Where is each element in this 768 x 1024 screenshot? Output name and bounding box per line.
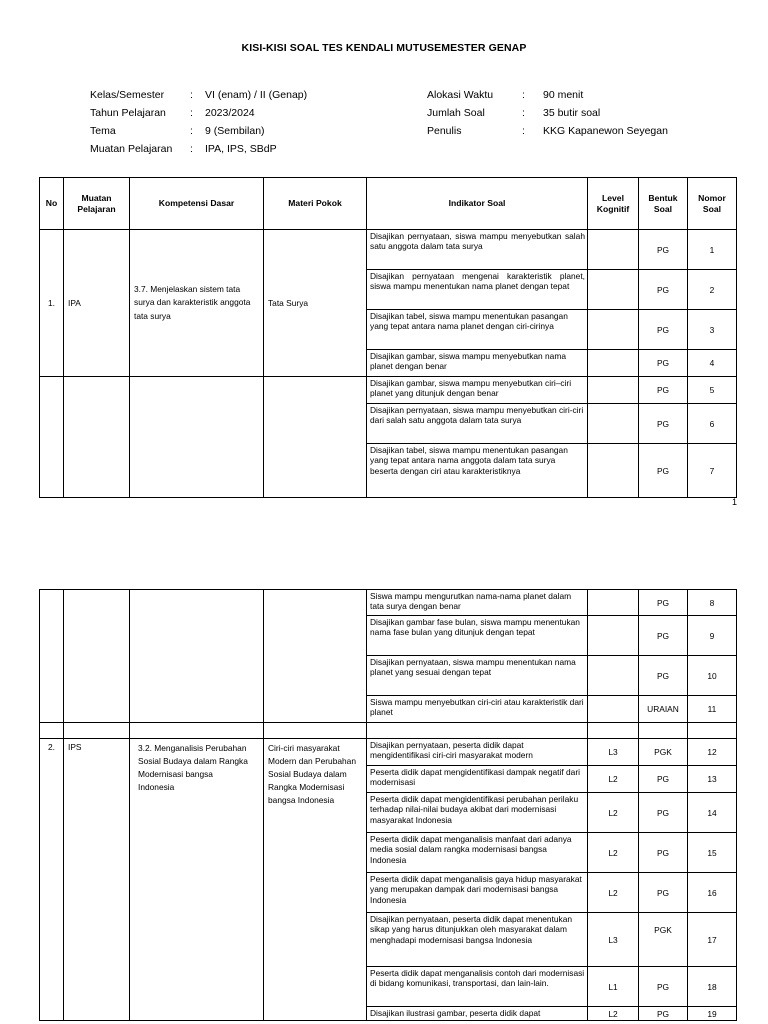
spacer-cell bbox=[639, 723, 688, 739]
table-header-row bbox=[40, 178, 737, 230]
header-no: No bbox=[40, 178, 64, 230]
cell-bentuk: PGK bbox=[639, 913, 688, 967]
cell-indikator: Peserta didik dapat menganalisis contoh dari modernisasi di bidang komunikasi, transportasi, dan lain-lain. bbox=[367, 967, 588, 1007]
cell-bentuk: PGK bbox=[639, 739, 688, 766]
cell-indikator: Disajikan gambar, siswa mampu menyebutkan nama planet dengan benar bbox=[367, 350, 588, 377]
cell-indikator: Disajikan ilustrasi gambar, peserta didik dapat bbox=[367, 1007, 588, 1021]
cell-bentuk: PG bbox=[639, 310, 688, 350]
cell-kd-empty bbox=[130, 377, 264, 498]
meta-label: Alokasi Waktu bbox=[427, 89, 494, 101]
cell-nomor: 10 bbox=[688, 656, 737, 696]
cell-indikator: Disajikan gambar fase bulan, siswa mampu menentukan nama fase bulan yang ditunjuk dengan tepat bbox=[367, 616, 588, 656]
cell-indikator: Disajikan pernyataan, peserta didik dapat menentukan sikap yang harus ditunjukkan oleh masyarakat dalam menghadapi modernisasi bangsa Indonesia bbox=[367, 913, 588, 967]
cell-bentuk: PG bbox=[639, 404, 688, 444]
cell-indikator: Disajikan pernyataan, siswa mampu menyebutkan ciri-ciri dari salah satu anggota dalam tata surya bbox=[367, 404, 588, 444]
cell-muatan-empty bbox=[64, 377, 130, 498]
cell-bentuk: PG bbox=[639, 444, 688, 498]
meta-separator: : bbox=[190, 89, 193, 101]
cell-materi-empty bbox=[264, 590, 367, 723]
cell-bentuk: PG bbox=[639, 616, 688, 656]
cell-level bbox=[588, 270, 639, 310]
table-row bbox=[40, 739, 737, 766]
cell-indikator: Siswa mampu menyebutkan ciri-ciri atau karakteristik dari planet bbox=[367, 696, 588, 723]
meta-separator: : bbox=[522, 89, 525, 101]
cell-bentuk: PG bbox=[639, 873, 688, 913]
meta-left-block bbox=[90, 86, 307, 158]
cell-muatan-empty bbox=[64, 590, 130, 723]
spacer-cell bbox=[40, 723, 64, 739]
cell-bentuk: PG bbox=[639, 350, 688, 377]
table-row bbox=[40, 230, 737, 270]
cell-nomor: 13 bbox=[688, 766, 737, 793]
header-muatan: Muatan Pelajaran bbox=[64, 178, 130, 230]
cell-bentuk: PG bbox=[639, 833, 688, 873]
header-bentuk: Bentuk Soal bbox=[639, 178, 688, 230]
meta-value: 35 butir soal bbox=[543, 107, 601, 119]
cell-bentuk: PG bbox=[639, 590, 688, 616]
cell-indikator: Siswa mampu mengurutkan nama-nama planet dalam tata surya dengan benar bbox=[367, 590, 588, 616]
header-nomor: Nomor Soal bbox=[688, 178, 737, 230]
cell-bentuk: PG bbox=[639, 1007, 688, 1021]
meta-separator: : bbox=[190, 125, 193, 137]
meta-row-penulis bbox=[427, 122, 668, 140]
cell-indikator: Disajikan pernyataan, peserta didik dapat mengidentifikasi ciri-ciri masyarakat modern bbox=[367, 739, 588, 766]
cell-level bbox=[588, 230, 639, 270]
meta-row-muatan bbox=[90, 140, 307, 158]
meta-value: VI (enam) / II (Genap) bbox=[205, 89, 308, 101]
cell-indikator: Peserta didik dapat mengidentifikasi perubahan perilaku terhadap nilai-nilai budaya akibat dari modernisasi masyarakat Indonesia bbox=[367, 793, 588, 833]
cell-bentuk: PG bbox=[639, 967, 688, 1007]
cell-nomor: 9 bbox=[688, 616, 737, 656]
cell-materi: Tata Surya bbox=[264, 230, 367, 377]
meta-row-tahun bbox=[90, 104, 307, 122]
cell-indikator: Disajikan pernyataan mengenai karakteristik planet, siswa mampu menentukan nama planet dengan tepat bbox=[367, 270, 588, 310]
cell-nomor: 15 bbox=[688, 833, 737, 873]
cell-nomor: 6 bbox=[688, 404, 737, 444]
spacer-cell bbox=[64, 723, 130, 739]
table-row bbox=[40, 377, 737, 404]
cell-bentuk: PG bbox=[639, 377, 688, 404]
cell-no: 1. bbox=[40, 230, 64, 377]
meta-separator: : bbox=[190, 107, 193, 119]
cell-bentuk: PG bbox=[639, 270, 688, 310]
meta-value: 90 menit bbox=[543, 89, 584, 101]
cell-materi: Ciri-ciri masyarakat Modern dan Perubahan Sosial Budaya dalam Rangka Modernisasi bangsa Indonesia bbox=[264, 739, 367, 1021]
meta-label: Muatan Pelajaran bbox=[90, 143, 173, 155]
cell-bentuk: PG bbox=[639, 656, 688, 696]
cell-nomor: 16 bbox=[688, 873, 737, 913]
cell-level: L3 bbox=[588, 913, 639, 967]
cell-no-empty bbox=[40, 590, 64, 723]
cell-nomor: 1 bbox=[688, 230, 737, 270]
cell-level: L2 bbox=[588, 793, 639, 833]
meta-label: Kelas/Semester bbox=[90, 89, 165, 101]
meta-row-tema bbox=[90, 122, 307, 140]
spacer-cell bbox=[367, 723, 588, 739]
cell-muatan: IPA bbox=[64, 230, 130, 377]
cell-bentuk: PG bbox=[639, 230, 688, 270]
meta-value: 2023/2024 bbox=[205, 107, 255, 119]
document-title: KISI-KISI SOAL TES KENDALI MUTUSEMESTER GENAP bbox=[241, 42, 527, 54]
cell-bentuk: PG bbox=[639, 766, 688, 793]
cell-level: L2 bbox=[588, 873, 639, 913]
cell-level: L2 bbox=[588, 766, 639, 793]
meta-right-block bbox=[427, 86, 668, 140]
meta-value: IPA, IPS, SBdP bbox=[205, 143, 277, 155]
page-number: 1 bbox=[732, 497, 738, 507]
cell-muatan: IPS bbox=[64, 739, 130, 1021]
cell-no-empty bbox=[40, 377, 64, 498]
meta-row-jumlah bbox=[427, 104, 668, 122]
cell-nomor: 12 bbox=[688, 739, 737, 766]
meta-value: 9 (Sembilan) bbox=[205, 125, 265, 137]
meta-label: Jumlah Soal bbox=[427, 107, 485, 119]
meta-label: Penulis bbox=[427, 125, 462, 137]
meta-label: Tema bbox=[90, 125, 116, 137]
cell-level: L2 bbox=[588, 1007, 639, 1021]
cell-level bbox=[588, 656, 639, 696]
meta-separator: : bbox=[522, 107, 525, 119]
cell-indikator: Disajikan pernyataan, siswa mampu menyebutkan salah satu anggota dalam tata surya bbox=[367, 230, 588, 270]
cell-indikator: Disajikan pernyataan, siswa mampu menentukan nama planet yang sesuai dengan tepat bbox=[367, 656, 588, 696]
cell-indikator: Peserta didik dapat menganalisis gaya hidup masyarakat yang merupakan dampak dari modernisasi bangsa Indonesia bbox=[367, 873, 588, 913]
cell-indikator: Disajikan tabel, siswa mampu menentukan pasangan yang tepat antara nama anggota dalam tata surya beserta dengan ciri atau karakteristiknya bbox=[367, 444, 588, 498]
meta-row-alokasi bbox=[427, 86, 668, 104]
header-kd: Kompetensi Dasar bbox=[130, 178, 264, 230]
cell-nomor: 17 bbox=[688, 913, 737, 967]
cell-indikator: Peserta didik dapat menganalisis manfaat dari adanya media sosial dalam rangka modernisasi bangsa Indonesia bbox=[367, 833, 588, 873]
cell-nomor: 2 bbox=[688, 270, 737, 310]
meta-separator: : bbox=[190, 143, 193, 155]
cell-nomor: 5 bbox=[688, 377, 737, 404]
cell-level bbox=[588, 444, 639, 498]
cell-level bbox=[588, 404, 639, 444]
table-row-spacer bbox=[40, 723, 737, 739]
cell-bentuk: URAIAN bbox=[639, 696, 688, 723]
cell-nomor: 4 bbox=[688, 350, 737, 377]
cell-level bbox=[588, 350, 639, 377]
cell-level: L2 bbox=[588, 833, 639, 873]
cell-level bbox=[588, 590, 639, 616]
spacer-cell bbox=[688, 723, 737, 739]
meta-label: Tahun Pelajaran bbox=[90, 107, 166, 119]
spacer-cell bbox=[130, 723, 264, 739]
meta-row-kelas bbox=[90, 86, 307, 104]
kisi-kisi-table-page-2 bbox=[39, 589, 737, 1021]
cell-nomor: 3 bbox=[688, 310, 737, 350]
cell-nomor: 19 bbox=[688, 1007, 737, 1021]
header-indikator: Indikator Soal bbox=[367, 178, 588, 230]
cell-kd-empty bbox=[130, 590, 264, 723]
cell-materi-empty bbox=[264, 377, 367, 498]
spacer-cell bbox=[264, 723, 367, 739]
cell-nomor: 11 bbox=[688, 696, 737, 723]
cell-indikator: Peserta didik dapat mengidentifikasi dampak negatif dari modernisasi bbox=[367, 766, 588, 793]
header-level: Level Kognitif bbox=[588, 178, 639, 230]
cell-level bbox=[588, 310, 639, 350]
kisi-kisi-table-page-1 bbox=[39, 177, 737, 498]
cell-bentuk: PG bbox=[639, 793, 688, 833]
meta-value: KKG Kapanewon Seyegan bbox=[543, 125, 668, 137]
cell-indikator: Disajikan tabel, siswa mampu menentukan pasangan yang tepat antara nama planet dengan ciri-cirinya bbox=[367, 310, 588, 350]
cell-level bbox=[588, 377, 639, 404]
table-row bbox=[40, 590, 737, 616]
meta-separator: : bbox=[522, 125, 525, 137]
cell-level: L3 bbox=[588, 739, 639, 766]
cell-kd: 3.2. Menganalisis Perubahan Sosial Budaya dalam Rangka Modernisasi bangsa Indonesia bbox=[130, 739, 264, 1021]
cell-no: 2. bbox=[40, 739, 64, 1021]
cell-nomor: 7 bbox=[688, 444, 737, 498]
cell-level bbox=[588, 616, 639, 656]
cell-nomor: 14 bbox=[688, 793, 737, 833]
cell-level: L1 bbox=[588, 967, 639, 1007]
header-materi: Materi Pokok bbox=[264, 178, 367, 230]
cell-nomor: 8 bbox=[688, 590, 737, 616]
cell-indikator: Disajikan gambar, siswa mampu menyebutkan ciri–ciri planet yang ditunjuk dengan benar bbox=[367, 377, 588, 404]
cell-kd: 3.7. Menjelaskan sistem tata surya dan karakteristik anggota tata surya bbox=[130, 230, 264, 377]
cell-level bbox=[588, 696, 639, 723]
cell-nomor: 18 bbox=[688, 967, 737, 1007]
spacer-cell bbox=[588, 723, 639, 739]
